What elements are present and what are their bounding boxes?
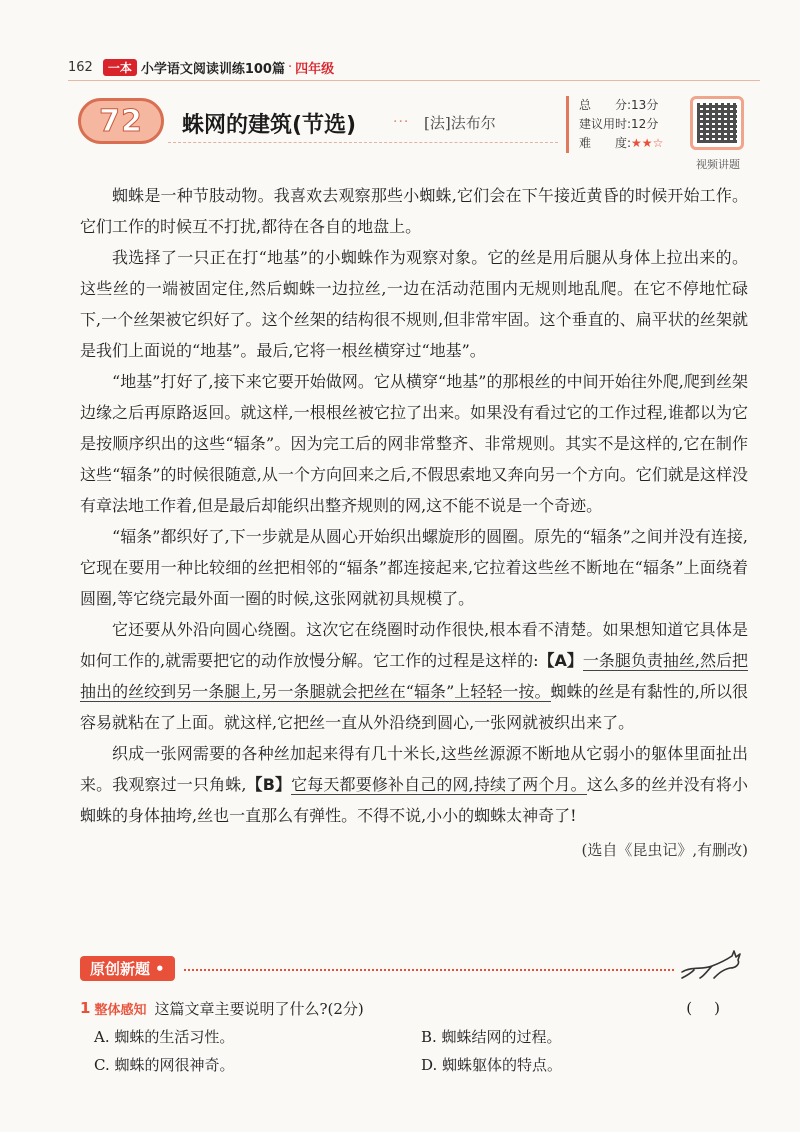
section-label: 原创新题 xyxy=(90,960,151,978)
total-score-value: 13分 xyxy=(631,98,659,112)
paragraph-5-text-b: 蜘蛛的丝是有黏性的,所以很容易就粘在了上面。就这样,它把丝一直从外沿绕到圆心,一张网就被织出来了。 xyxy=(80,682,748,732)
option-c[interactable]: C. 蜘蛛的网很神奇。 xyxy=(94,1056,235,1074)
section-header xyxy=(80,954,744,982)
series-title: 小学语文阅读训练100篇 xyxy=(140,61,285,77)
underlined-sentence-a: 一条腿负责抽丝,然后把抽出的丝绞到另一条腿上,另一条腿就会把丝在“辐条”上轻轻一按。 xyxy=(80,651,748,701)
question-1-stem xyxy=(80,996,748,1020)
option-a[interactable]: A. 蜘蛛的生活习性。 xyxy=(94,1028,235,1046)
total-score-label: 总 分: xyxy=(579,98,632,112)
qr-code[interactable] xyxy=(690,96,744,150)
separator-dot: · xyxy=(287,59,293,75)
title-divider xyxy=(168,142,558,143)
question-number: 1 xyxy=(80,999,91,1017)
brand-logo: 一本 xyxy=(103,59,137,76)
lesson-title: 蛛网的建筑(节选) xyxy=(182,113,357,138)
question-text: 这篇文章主要说明了什么?(2分) xyxy=(154,999,364,1018)
time-label: 建议用时: xyxy=(579,117,632,131)
option-b[interactable]: B. 蜘蛛结网的过程。 xyxy=(421,1028,562,1046)
paragraph-6-text-b: 这么多的丝并没有将小蜘蛛的身体抽垮,丝也一直那么有弹性。不得不说,小小的蜘蛛太神奇了! xyxy=(80,775,748,825)
section-bullet: • xyxy=(155,960,165,978)
difficulty-label: 难 度: xyxy=(579,136,632,150)
question-1 xyxy=(80,996,748,1076)
paragraph-1: 蜘蛛是一种节肢动物。我喜欢去观察那些小蜘蛛,它们会在下午接近黄昏的时候开始工作。它们工作的时候互不打扰,都待在各自的地盘上。 xyxy=(80,186,748,236)
marker-b: 【B】 xyxy=(246,775,292,794)
paragraph-6-text-a: 织成一张网需要的各种丝加起来得有几十米长,这些丝源源不断地从它弱小的躯体里面扯出来。我观察过一只角蛛, xyxy=(80,744,748,794)
grade-label: 四年级 xyxy=(295,61,335,77)
answer-blank[interactable]: () xyxy=(686,999,742,1017)
question-type: 整体感知 xyxy=(94,1002,147,1018)
paragraph-5-text-a: 它还要从外沿向圆心绕圈。这次它在绕圈时动作很快,根本看不清楚。如果想知道它具体是如何工作的,就需要把它的动作放慢分解。它工作的过程是这样的: xyxy=(80,620,748,670)
underlined-sentence-b: 它每天都要修补自己的网,持续了两个月。 xyxy=(291,775,587,794)
lesson-number: 72 xyxy=(99,103,143,139)
page-header xyxy=(68,56,334,78)
section-dotted-line xyxy=(184,969,674,971)
score-info xyxy=(566,96,663,153)
time-row xyxy=(579,115,663,134)
author: [法]法布尔 xyxy=(424,114,496,132)
qr-pattern xyxy=(697,103,737,143)
difficulty-stars: ★★☆ xyxy=(631,136,664,150)
page-number: 162 xyxy=(68,59,93,75)
options xyxy=(80,1026,748,1076)
total-score-row xyxy=(579,96,663,115)
paragraph-3: “地基”打好了,接下来它要开始做网。它从横穿“地基”的那根丝的中间开始往外爬,爬到丝架边缘之后再原路返回。就这样,一根根丝被它拉了出来。如果没有看过它的工作过程,谁都以为它是按顺序织出的这些“辐条”。因为完工后的网非常整齐、非常规则。其实不是这样的,它在制作这些“辐条”的时候很随意,从一个方向回来之后,不假思索地又奔向另一个方向。它们就是这样没有章法地工作着,但是最后却能织出整齐规则的网,这不能不说是一个奇迹。 xyxy=(80,372,748,515)
header-divider xyxy=(68,80,760,81)
paragraph-2: 我选择了一只正在打“地基”的小蜘蛛作为观察对象。它的丝是用后腿从身体上拉出来的。这些丝的一端被固定住,然后蜘蛛一边拉丝,一边在活动范围内无规则地乱爬。在它不停地忙碌下,一个丝架被它织好了。这个丝架的结构很不规则,但非常牢固。这个垂直的、扁平状的丝架就是我们上面说的“地基”。最后,它将一根丝横穿过“地基”。 xyxy=(80,248,748,360)
passage xyxy=(80,180,748,860)
paragraph-4: “辐条”都织好了,下一步就是从圆心开始织出螺旋形的圆圈。原先的“辐条”之间并没有连接,它现在要用一种比较细的丝把相邻的“辐条”都连接起来,它拉着这些丝不断地在“辐条”上面绕着圆圈,等它绕完最外面一圈的时候,这张网就初具规模了。 xyxy=(80,527,748,608)
paragraph-6 xyxy=(80,738,748,831)
source-citation: (选自《昆虫记》,有删改) xyxy=(581,841,748,859)
section-tag xyxy=(80,956,175,981)
qr-caption: 视频讲题 xyxy=(696,158,740,171)
option-d[interactable]: D. 蜘蛛躯体的特点。 xyxy=(421,1056,563,1074)
title-dots: ··· xyxy=(393,114,410,130)
difficulty-row xyxy=(579,134,663,153)
marker-a: 【A】 xyxy=(538,651,583,670)
lesson-number-badge xyxy=(78,98,164,144)
cat-icon xyxy=(678,948,744,982)
time-value: 12分 xyxy=(631,117,659,131)
paragraph-5 xyxy=(80,614,748,738)
